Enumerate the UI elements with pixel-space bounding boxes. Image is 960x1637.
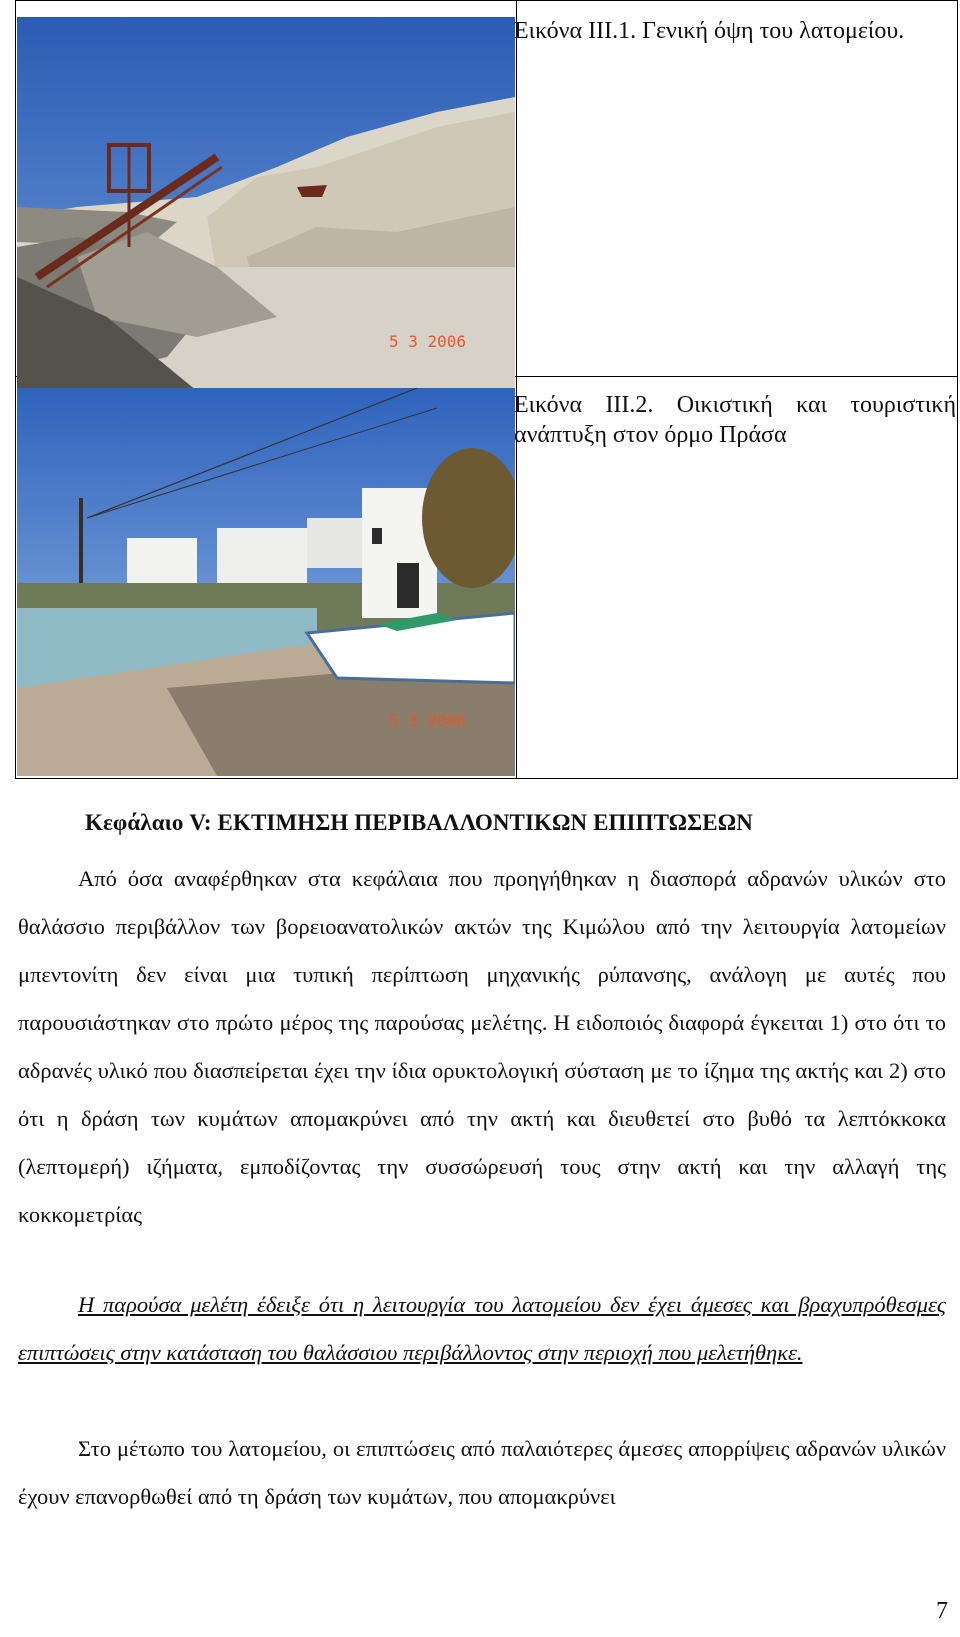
harbor-photo	[17, 388, 515, 776]
figure-caption-1: Εικόνα ΙΙΙ.1. Γενική όψη του λατομείου.	[514, 18, 905, 44]
table-border-right	[957, 0, 958, 779]
paragraph-2-text: Η παρούσα μελέτη έδειξε ότι η λειτουργία του λατομείου δεν έχει άμεσες και βραχυπρόθεσμες επιπτώσεις στην κατάσταση του θαλάσσιου περιβάλλοντος στην περιοχή που μελετήθηκε.	[18, 1292, 946, 1365]
quarry-photo	[17, 17, 515, 391]
figure-caption-2: Εικόνα ΙΙΙ.2. Οικιστική και τουριστική ανάπτυξη στον όρμο Πράσα	[514, 392, 956, 448]
table-border-left	[15, 0, 16, 779]
paragraph-3-text: Στο μέτωπο του λατομείου, οι επιπτώσεις από παλαιότερες άμεσες απορρίψεις αδρανών υλικών έχουν επανορθωθεί από τη δράση των κυμάτων, που απομακρύνει	[18, 1436, 946, 1509]
paragraph-1	[18, 855, 946, 1239]
page-number: 7	[936, 1598, 948, 1624]
paragraph-3	[18, 1425, 946, 1521]
quarry-date-stamp: 5 3 2006	[389, 332, 467, 351]
chapter-heading: Κεφάλαιο V: ΕΚΤΙΜΗΣΗ ΠΕΡΙΒΑΛΛΟΝΤΙΚΩΝ ΕΠΙΠΤΩΣΕΩΝ	[85, 810, 753, 835]
harbor-date-stamp: 5 3 2006	[389, 711, 467, 730]
paragraph-1-text: Από όσα αναφέρθηκαν στα κεφάλαια που προηγήθηκαν η διασπορά αδρανών υλικών στο θαλάσσιο περιβάλλον των βορειοανατολικών ακτών της Κιμώλου από την λειτουργία λατομείων μπεντονίτη δεν είναι μια τυπική περίπτωση μηχανικής ρύπανσης, ανάλογη με αυτές που παρουσιάστηκαν στο πρώτο μέρος της παρούσας μελέτης. Η ειδοποιός διαφορά έγκειται 1) στο ότι το αδρανές υλικό που διασπείρεται έχει την ίδια ορυκτολογική σύσταση με το ίζημα της ακτής και 2) στο ότι η δράση των κυμάτων απομακρύνει από την ακτή και διευθετεί στο βυθό τα λεπτόκκοκα (λεπτομερή) ιζήματα, εμποδίζοντας την συσσώρευσή τους στην ακτή και την αλλαγή της κοκκομετρίας	[18, 866, 946, 1227]
table-border-top	[15, 0, 958, 1]
table-border-bottom	[15, 778, 958, 779]
paragraph-2-underlined	[18, 1281, 946, 1377]
